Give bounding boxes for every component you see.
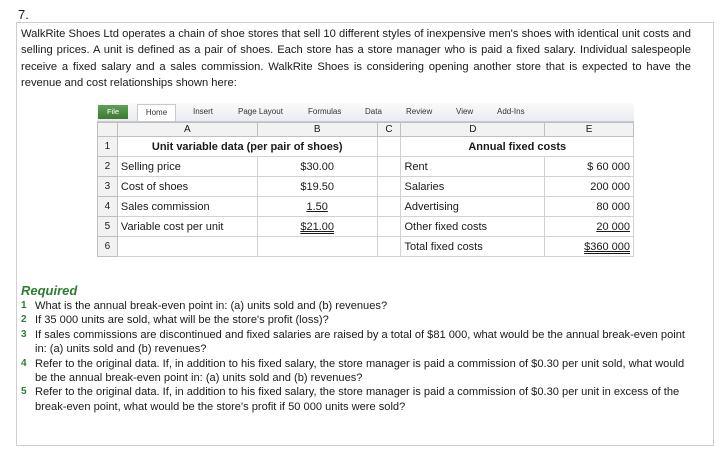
- row-header: 4: [98, 197, 118, 217]
- item-text: Refer to the original data. If, in addition to his fixed salary, the store manager is paid a commission of $0.30 per unit sold, what would be the annual break-even point in: (a) units sold and (b) revenues?: [35, 357, 685, 385]
- variable-item-label: Cost of shoes: [117, 177, 257, 197]
- item-number: 1: [21, 300, 27, 311]
- column-header-d: D: [401, 123, 545, 137]
- ribbon-tab-formulas: Formulas: [308, 107, 342, 116]
- fixed-cost-value: $ 60 000: [545, 157, 634, 177]
- column-header-c: C: [377, 123, 401, 137]
- ribbon-tab-insert: Insert: [193, 107, 214, 116]
- ribbon-tab-add-ins: Add-Ins: [497, 107, 525, 116]
- fixed-cost-label: Advertising: [401, 197, 545, 217]
- cell: [257, 237, 377, 257]
- required-list: [21, 299, 693, 414]
- table-row: [98, 237, 634, 257]
- column-header-row: [98, 123, 634, 137]
- item-text: What is the annual break-even point in: (a) units sold and (b) revenues?: [35, 300, 388, 312]
- fixed-cost-label: Other fixed costs: [401, 217, 545, 237]
- required-heading: Required: [21, 283, 78, 298]
- cell: [117, 237, 257, 257]
- fixed-costs-heading: Annual fixed costs: [401, 137, 634, 157]
- item-number: 4: [21, 357, 27, 369]
- variable-item-value: $19.50: [257, 177, 377, 197]
- ribbon-tab-data: Data: [365, 107, 382, 116]
- fixed-cost-label: Rent: [401, 157, 545, 177]
- table-row: [98, 217, 634, 237]
- column-header-a: A: [117, 123, 257, 137]
- variable-item-label: Variable cost per unit: [117, 217, 257, 237]
- fixed-cost-label: Salaries: [401, 177, 545, 197]
- table-row: [98, 197, 634, 217]
- row-header: 6: [98, 237, 118, 257]
- row-header: 3: [98, 177, 118, 197]
- variable-item-value: 1.50: [257, 197, 377, 217]
- cell: [377, 177, 401, 197]
- table-row: [98, 157, 634, 177]
- spreadsheet-grid: [97, 122, 634, 257]
- row-header: 2: [98, 157, 118, 177]
- table-row: [98, 137, 634, 157]
- cell: [377, 197, 401, 217]
- fixed-cost-total: $360 000: [545, 237, 634, 257]
- ribbon: [97, 103, 634, 122]
- cell: [377, 237, 401, 257]
- item-number: 2: [21, 314, 27, 326]
- question-intro: WalkRite Shoes Ltd operates a chain of shoe stores that sell 10 different styles of inexpensive men's shoes with identical unit costs and selling prices. A unit is defined as a pair of shoes. Each store has a store manager who is paid a fixed salary. Individual salespeople receive a fixed salary and a sales commission. WalkRite Shoes is considering opening another store that is expected to have the revenue and cost relationships shown here:: [21, 28, 691, 89]
- variable-item-value: $30.00: [257, 157, 377, 177]
- row-header: 5: [98, 217, 118, 237]
- cell: [377, 157, 401, 177]
- list-item: [21, 299, 693, 313]
- list-item: [21, 385, 693, 414]
- ribbon-tab-view: View: [456, 107, 474, 116]
- table-row: [98, 177, 634, 197]
- item-text: If sales commissions are discontinued and fixed salaries are raised by a total of $81 000, what would be the annual break-even point in: (a) units sold and (b) revenues?: [35, 328, 685, 356]
- fixed-cost-value: 20 000: [545, 217, 634, 237]
- fixed-cost-value: 200 000: [545, 177, 634, 197]
- ribbon-tab-page-layout: Page Layout: [238, 107, 283, 116]
- item-text: Refer to the original data. If, in addition to his fixed salary, the store manager is paid a commission of $0.30 per unit in excess of the break-even point, what would be the store's profit if 50 000 units were sold?: [35, 386, 680, 413]
- fixed-cost-total-label: Total fixed costs: [401, 237, 545, 257]
- list-item: [21, 357, 693, 386]
- ribbon-tab-home: Home: [137, 104, 176, 121]
- item-number: 5: [21, 386, 27, 398]
- row-header: 1: [98, 137, 118, 157]
- column-header-e: E: [545, 123, 634, 137]
- item-number: 3: [21, 328, 27, 340]
- question-number: 7.: [18, 7, 29, 22]
- variable-item-label: Selling price: [117, 157, 257, 177]
- ribbon-tab-file: File: [98, 105, 128, 119]
- corner-cell: [98, 123, 118, 137]
- list-item: [21, 313, 693, 327]
- fixed-cost-value: 80 000: [545, 197, 634, 217]
- cell: [377, 137, 401, 157]
- variable-cost-total: $21.00: [257, 217, 377, 237]
- item-text: If 35 000 units are sold, what will be the store's profit (loss)?: [35, 314, 329, 327]
- spreadsheet: [97, 103, 634, 262]
- list-item: [21, 328, 693, 357]
- variable-data-heading: Unit variable data (per pair of shoes): [117, 137, 377, 157]
- ribbon-tab-review: Review: [406, 107, 433, 116]
- cell: [377, 217, 401, 237]
- variable-item-label: Sales commission: [117, 197, 257, 217]
- column-header-b: B: [257, 123, 377, 137]
